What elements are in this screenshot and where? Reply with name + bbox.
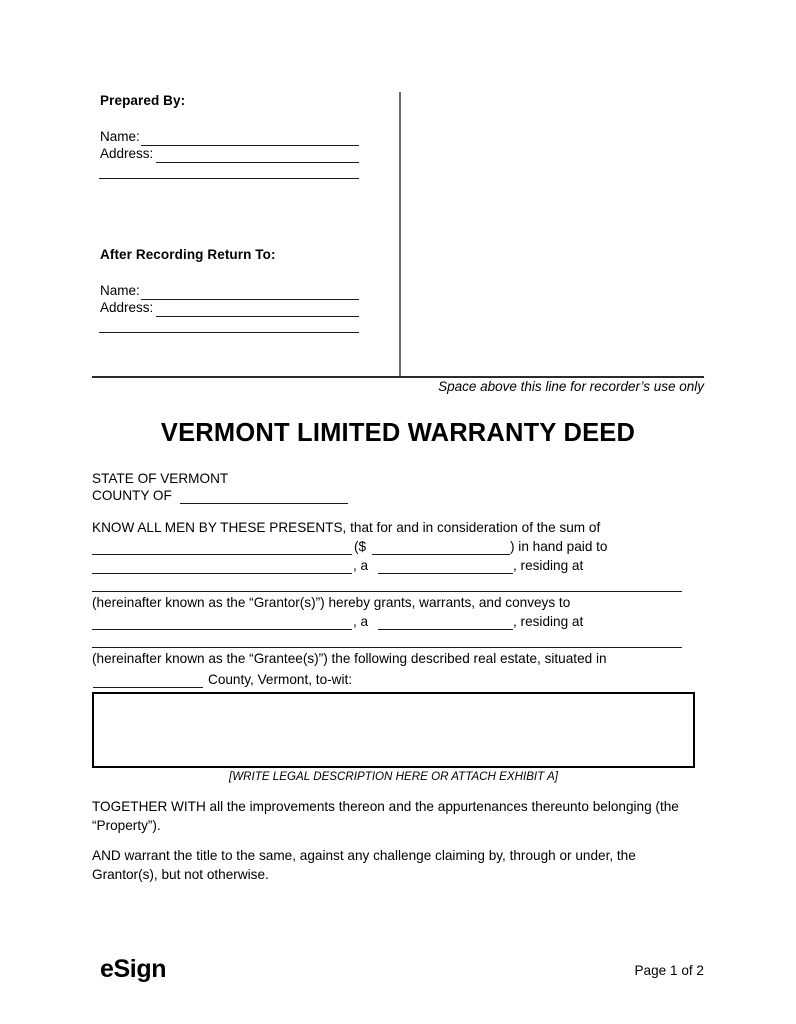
property-county-input-rule[interactable] (93, 687, 203, 688)
legal-description-caption: [WRITE LEGAL DESCRIPTION HERE OR ATTACH EXHIBIT A] (229, 770, 558, 783)
together-with-paragraph: TOGETHER WITH all the improvements thereon and the appurtenances thereunto belonging (the “Property”). (92, 799, 679, 833)
county-vermont-to-wit-text: County, Vermont, to-wit: (208, 672, 353, 687)
recorder-use-note: Space above this line for recorder’s use only (438, 379, 704, 394)
return-to-name-label: Name: (100, 283, 140, 298)
know-all-men-line: KNOW ALL MEN BY THESE PRESENTS, that for and in consideration of the sum of (92, 520, 601, 535)
prepared-by-name-label: Name: (100, 129, 140, 144)
consideration-amount-input-rule[interactable] (372, 554, 510, 555)
grantor-address-input-rule[interactable] (92, 591, 682, 592)
and-warrant-paragraph: AND warrant the title to the same, against any challenge claiming by, through or under, the Grantor(s), but not otherwise. (92, 848, 636, 882)
return-to-heading: After Recording Return To: (100, 247, 276, 262)
return-to-address-label: Address: (100, 300, 154, 315)
prepared-by-heading: Prepared By: (100, 93, 186, 108)
page-indicator: Page 1 of 2 (634, 963, 704, 978)
state-of-vermont-line: STATE OF VERMONT (92, 471, 229, 486)
grantor-definition-line: (hereinafter known as the “Grantor(s)”) hereby grants, warrants, and conveys to (92, 595, 571, 610)
county-of-label: COUNTY OF (92, 488, 172, 503)
county-of-input-rule[interactable] (180, 503, 348, 504)
grantee-comma-a-text: , a (353, 614, 369, 629)
grantor-entity-type-input-rule[interactable] (378, 573, 513, 574)
grantee-entity-type-input-rule[interactable] (378, 629, 513, 630)
legal-description-box[interactable] (92, 692, 695, 768)
consideration-words-input-rule[interactable] (92, 554, 352, 555)
grantor-name-input-rule[interactable] (92, 573, 352, 574)
grantor-residing-at-text: , residing at (513, 558, 584, 573)
prepared-by-address-label: Address: (100, 146, 154, 161)
grantee-residing-at-text: , residing at (513, 614, 584, 629)
grantor-comma-a-text: , a (353, 558, 369, 573)
grantee-definition-line: (hereinafter known as the “Grantee(s)”) the following described real estate, situated in (92, 651, 607, 666)
esign-logo: eSign (100, 955, 167, 983)
grantee-address-input-rule[interactable] (92, 647, 682, 648)
in-hand-paid-to-text: ) in hand paid to (510, 539, 608, 554)
dollar-open-paren: ($ (354, 539, 367, 554)
page-title: VERMONT LIMITED WARRANTY DEED (160, 419, 636, 447)
grantee-name-input-rule[interactable] (92, 629, 352, 630)
